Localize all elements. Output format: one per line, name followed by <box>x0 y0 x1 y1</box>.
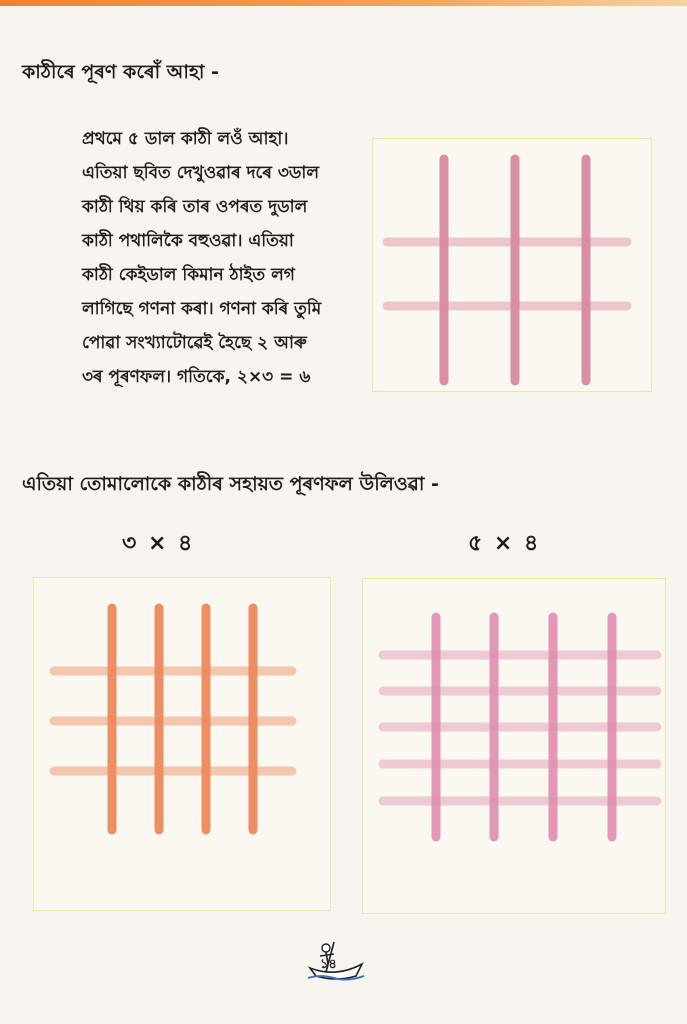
exercise-sticks-svg-1 <box>34 578 330 910</box>
paragraph-line: এতিয়া ছবিত দেখুওৱাৰ দৰে ৩ডাল <box>82 163 320 183</box>
paragraph-line: ৩ৰ পূৰণফল। গতিকে, ২×৩ = ৬ <box>82 367 311 387</box>
section-heading-2: এতিয়া তোমালোকে কাঠীৰ সহায়ত পূৰণফল উলিওৱা - <box>22 473 439 495</box>
exercise-stick-figure-2 <box>362 578 666 914</box>
exercise-sticks-svg-2 <box>363 579 665 913</box>
exercise-expression-1: ৩ × ৪ <box>122 531 195 556</box>
paragraph-line: প্ৰথমে ৫ ডাল কাঠী লওঁ আহা। <box>82 129 289 149</box>
example-sticks-svg <box>373 139 651 391</box>
exercise-stick-figure-1 <box>33 577 331 911</box>
section-heading-1: কাঠীৰে পূৰণ কৰোঁ আহা - <box>22 61 219 83</box>
example-stick-figure <box>372 138 652 392</box>
paragraph-line: লাগিছে গণনা কৰা। গণনা কৰি তুমি <box>82 299 322 319</box>
paragraph-line: কাঠী থিয় কৰি তাৰ ওপৰত দুডাল <box>82 197 308 217</box>
instruction-paragraph <box>82 122 372 394</box>
page-number: ১৪ <box>320 957 337 972</box>
top-color-strip <box>0 0 687 6</box>
paragraph-line: কাঠী কেইডাল কিমান ঠাইত লগ <box>82 265 295 285</box>
paragraph-line: কাঠী পথালিকৈ বহুওৱা। এতিয়া <box>82 231 294 251</box>
paragraph-line: পোৱা সংখ্যাটোৱেই হৈছে ২ আৰু <box>82 333 307 353</box>
exercise-expression-2: ৫ × ৪ <box>468 531 541 556</box>
